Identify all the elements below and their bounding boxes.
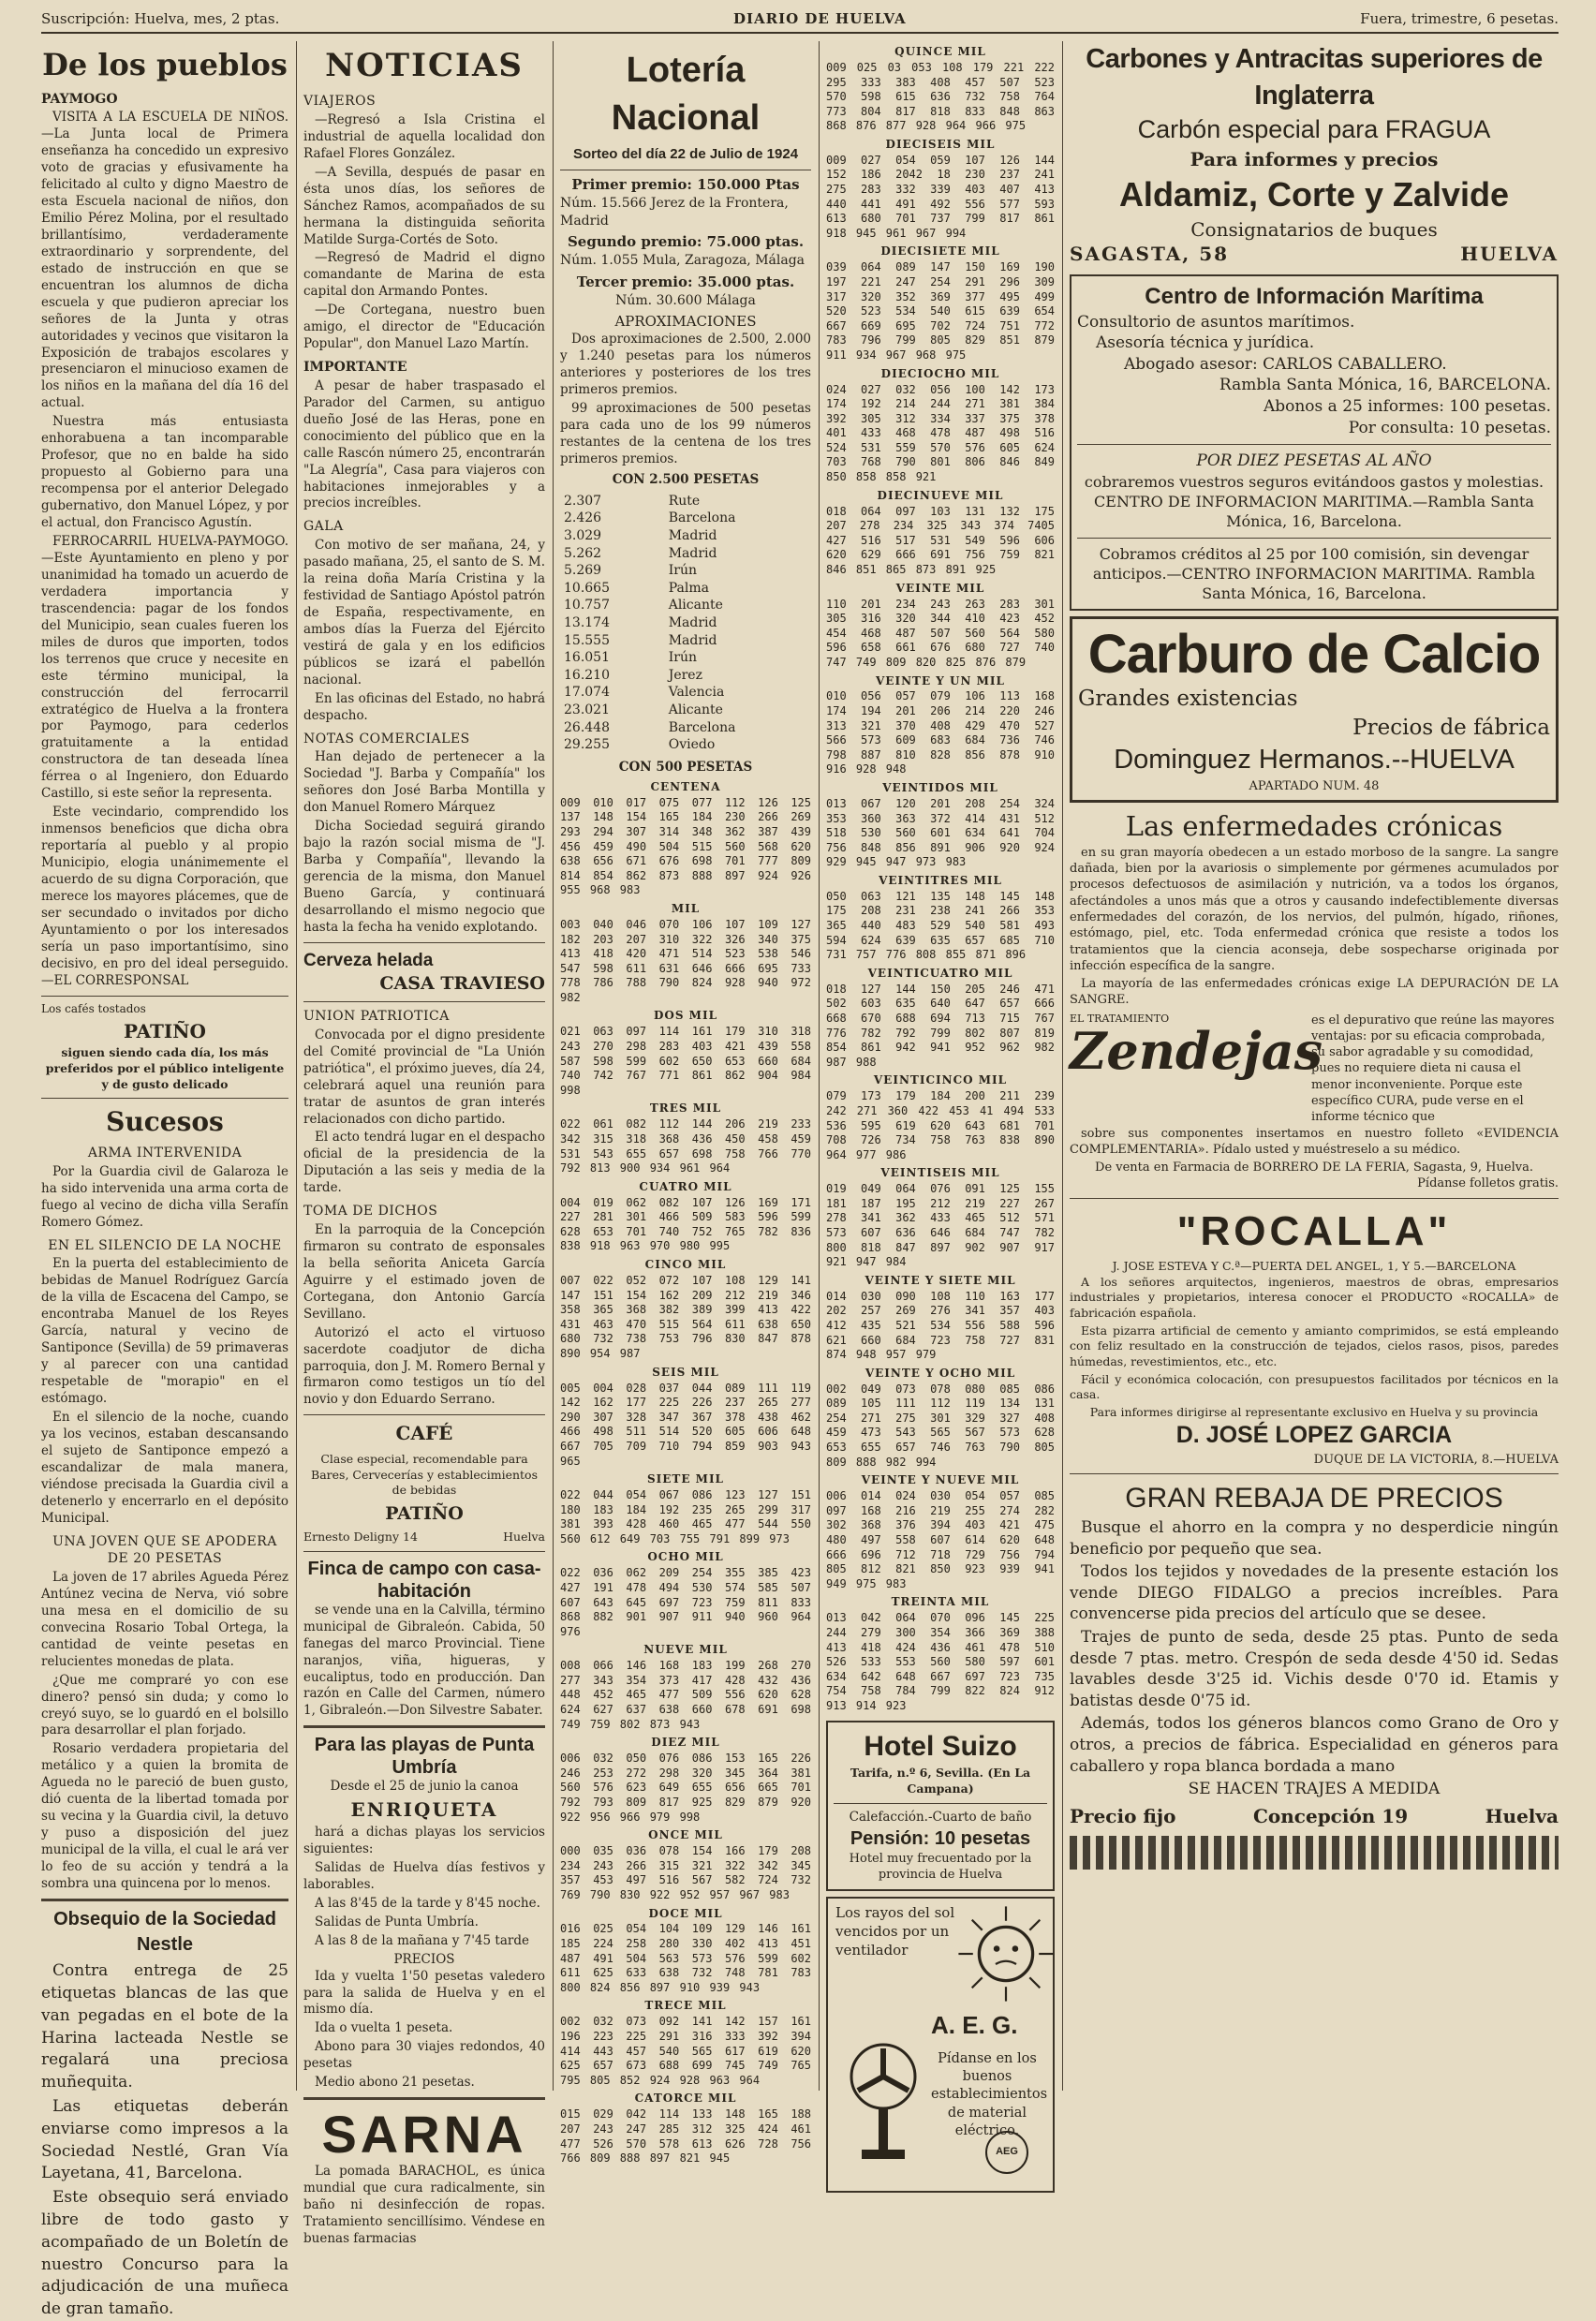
ad-playas-title: Para las playas de Punta Umbría xyxy=(314,1735,535,1779)
article-paragraph: Con motivo de ser mañana, 24, y pasado mañana, 25, el santo de S. M. la reina doña María Cristina y la festividad de Santiago Apóstol patrón de España, respectivamente, en ambos días la Fuerza del Ejército vestirá de gala y en los edificios públicos se izará el pabellón nacional. xyxy=(303,538,545,687)
ad-cafe-street: Ernesto Deligny 14 xyxy=(303,1530,418,1545)
article-paragraph: En la parroquia de la Concepción firmaron su contrato de esponsales la bella señorita Aniceta García Aguirre y el estimado joven de Cortegana, don Antonio García Sevillano. xyxy=(303,1221,545,1322)
ad-aeg-cta: Pídanse en los buenos establecimientos de material eléctrico. xyxy=(931,2050,1048,2138)
prize-place: Jerez xyxy=(668,667,702,683)
prize-number: 26.448 xyxy=(564,719,610,735)
number-group-list: 003 040 046 070 106 107 109 127 182 203 207 310 322 326 340 375 413 418 420 471 514 523 538 546 547 598 611 631 646 666 695 733 778 786 788 790 824 928 940 972 982 xyxy=(560,917,811,1004)
number-group-head: VEINTISEIS MIL xyxy=(880,1166,1000,1180)
approximations-head: APROXIMACIONES xyxy=(614,313,757,331)
ad-carbones-city: HUELVA xyxy=(1460,243,1559,266)
number-group-list: 000 035 036 078 154 166 179 208 234 243 266 315 321 322 342 345 357 453 497 516 567 582 724 732 769 790 830 922 952 957 967 983 xyxy=(560,1844,811,1901)
ad-playas-prices-head: PRECIOS xyxy=(393,1951,455,1967)
number-group-head: SEIS MIL xyxy=(652,1365,719,1379)
masthead xyxy=(41,6,1559,34)
ad-cafe-address xyxy=(303,1530,545,1545)
prize-place: Alicante xyxy=(668,702,723,718)
number-group-list: 013 042 064 070 096 145 225 244 279 300 354 366 369 388 413 418 424 436 461 478 510 526 533 553 560 580 597 601 634 642 648 667 697 723 735 754 758 784 799 822 824 912 913 914 923 xyxy=(826,1611,1055,1712)
number-group-list: 014 030 090 108 110 163 177 202 257 269 276 341 357 403 412 435 521 534 556 588 596 621 660 684 723 758 727 831 874 948 957 979 xyxy=(826,1289,1055,1362)
number-group-list: 019 049 064 076 091 125 155 181 187 195 212 219 227 267 278 341 362 433 465 512 571 573 607 636 646 684 747 782 800 818 847 897 902 907 917 921 947 984 xyxy=(826,1182,1055,1269)
prize-place: Rute xyxy=(668,493,701,509)
ad-nestle-paragraph: Este obsequio será enviado libre de todo gasto y acompañado de un Boletín de nuestro Concurso para la adjudicación de una muñeca de gran tamaño. xyxy=(41,2188,288,2319)
number-group-head: DIECISIETE MIL xyxy=(880,244,1000,259)
number-group-head: ONCE MIL xyxy=(648,1828,723,1842)
number-group-list: 022 061 082 112 144 206 219 233 342 315 318 368 436 450 458 459 531 543 655 657 698 758 766 770 792 813 900 934 961 964 xyxy=(560,1117,811,1175)
ad-finca-text: se vende una en la Calvilla, término municipal de Gibraleón. Cabida, 50 fanegas del marco Provincial. Tiene naranjos, viña, higueras, y eucaliptus, todo en producción. Dan razón en Calle del Carmen, número 1, Gibraleón.—Don Silvestre Sabater. xyxy=(303,1602,545,1719)
ad-rebaja-fixed-price: Precio fijo xyxy=(1070,1804,1176,1827)
prizes-500-groups xyxy=(560,780,811,2166)
column-pueblos xyxy=(41,41,288,2319)
column-loteria xyxy=(560,41,811,2166)
prize-row xyxy=(560,736,811,754)
number-group-head: VEINTIDOS MIL xyxy=(882,781,998,795)
prize-row xyxy=(560,632,811,650)
number-group-list: 009 025 03 053 108 179 221 222 295 333 383 408 457 507 523 570 598 615 636 732 758 764 773 804 817 818 833 848 863 868 876 877 928 964 966 975 xyxy=(826,60,1055,133)
prize-row xyxy=(560,719,811,737)
article-paragraph: —De Cortegana, nuestro buen amigo, el director de "Educación Popular", don Manuel Lazo Martín. xyxy=(303,303,545,352)
ad-rocalla-text: A los señores arquitectos, ingenieros, maestros de obras, empresarios industriales y propietarios, interesa conocer el PRODUCTO «ROCALLA» de fabricación española. xyxy=(1070,1274,1559,1321)
prize-number: 3.029 xyxy=(564,527,602,543)
number-group-head: TRECE MIL xyxy=(644,1999,727,2013)
number-group-head: VEINTE MIL xyxy=(895,581,985,595)
ad-enfermedades-title: Las enfermedades crónicas xyxy=(1125,810,1503,843)
approximations-text: 99 aproximaciones de 500 pesetas para cada uno de los 99 números restantes de la centena de los tres primeros premios. xyxy=(560,401,811,466)
article-paragraph: En las oficinas del Estado, no habrá despacho. xyxy=(303,690,545,723)
number-group-head: VEINTE Y SIETE MIL xyxy=(864,1273,1016,1287)
ad-rebaja-title: GRAN REBAJA DE PRECIOS xyxy=(1125,1483,1503,1515)
approximations-text: Dos aproximaciones de 2.500, 2.000 y 1.240 pesetas para los números anteriores y posteriores de los tres primeros premios. xyxy=(560,332,811,398)
prize-number: 16.210 xyxy=(564,667,610,683)
ad-cim xyxy=(1070,274,1559,612)
ad-playas-text: Salidas de Huelva días festivos y laborables. xyxy=(303,1859,545,1892)
number-group-head: QUINCE MIL xyxy=(894,45,986,58)
ad-zendejas-label: EL TRATAMIENTO xyxy=(1070,1012,1170,1025)
number-group-head: VEINTICINCO MIL xyxy=(873,1073,1008,1087)
ad-rocalla-title: "ROCALLA" xyxy=(1176,1207,1452,1254)
prize-number: 2.426 xyxy=(564,510,602,526)
prize-place: Barcelona xyxy=(668,719,736,735)
article-paragraph: Nuestra más entusiasta enhorabuena a tan incomparable Profesor, que no en balde ha sido propuesto al Gobierno para una recompensa por el anterior Delegado gubernativo, don Manuel López, y por el actual, don Francisco Agustín. xyxy=(41,414,288,531)
ad-cafe-city: Huelva xyxy=(503,1530,545,1545)
ad-enfermedades-text: La mayoría de las enfermedades crónicas exige LA DEPURACIÓN DE LA SANGRE. xyxy=(1070,977,1559,1008)
ad-aeg-text: Los rayos del sol vencidos por un ventilador xyxy=(835,1903,955,1959)
column-loteria-cont xyxy=(826,41,1055,2158)
prize-number: 23.021 xyxy=(564,702,610,718)
column-anuncios xyxy=(1070,41,1559,2091)
ad-cim-line: cobraremos vuestros seguros evitándoos gastos y molestias. CENTRO DE INFORMACION MARITIMA.—Rambla Santa Mónica, 16, Barcelona. xyxy=(1084,472,1544,531)
ad-playas-text: Ida y vuelta 1'50 pesetas valedero para la salida de Huelva y en el mismo día. xyxy=(303,1968,545,2018)
second-prize-number: Núm. 1.055 xyxy=(560,253,639,269)
ad-playas-text: Abono para 30 viajes redondos, 40 pesetas xyxy=(303,2039,545,2072)
number-group-list: 008 066 146 168 183 199 268 270 277 343 354 373 417 428 432 436 448 452 465 477 509 556 620 628 624 627 637 638 660 678 691 698 749 759 802 873 943 xyxy=(560,1659,811,1731)
ad-playas-text: Medio abono 21 pesetas. xyxy=(315,2075,475,2091)
article-paragraph: El acto tendrá lugar en el despacho oficial de la presidencia de la Diputación a las seis y media de la tarde. xyxy=(303,1130,545,1196)
ad-patino-name: PATIÑO xyxy=(124,1019,206,1042)
divider xyxy=(1077,538,1551,539)
ad-carbones-street: SAGASTA, 58 xyxy=(1070,243,1230,266)
prize-row xyxy=(560,684,811,702)
ad-playas-text: hará a dichas playas los servicios siguientes: xyxy=(303,1824,545,1856)
number-group-list: 004 019 062 082 107 126 169 171 227 281 301 466 509 583 596 599 628 653 701 740 752 765 782 836 838 918 963 970 980 995 xyxy=(560,1195,811,1253)
number-group-head: DIECISEIS MIL xyxy=(885,137,996,151)
number-group-head: SIETE MIL xyxy=(646,1472,724,1486)
number-group-head: DOCE MIL xyxy=(648,1906,723,1920)
number-group-list: 039 064 089 147 150 169 190 197 221 247 254 291 296 309 317 320 352 369 377 495 499 520 523 534 540 615 639 654 667 669 695 702 724 751 772 783 796 799 805 829 851 879 911 934 967 968 975 xyxy=(826,260,1055,362)
prize-place: Palma xyxy=(668,580,709,596)
divider xyxy=(834,1803,1047,1804)
news-headline: ARMA INTERVENIDA xyxy=(87,1146,243,1161)
masthead-title: DIARIO DE HUELVA xyxy=(732,10,907,27)
ad-zendejas xyxy=(1070,1013,1559,1126)
section-title-pueblos: De los pueblos xyxy=(42,47,288,82)
ad-rocalla-rep: D. JOSÉ LOPEZ GARCIA xyxy=(1175,1422,1453,1449)
first-prize-row xyxy=(560,195,811,229)
ad-carburo-company: Dominguez Hermanos.--HUELVA xyxy=(1114,745,1515,776)
number-group-head: DIECINUEVE MIL xyxy=(877,488,1004,502)
ad-rebaja-footer xyxy=(1070,1804,1559,1829)
ad-cafe-title: CAFÉ xyxy=(395,1422,453,1445)
prize-row xyxy=(560,614,811,632)
ad-nestle-title: Obsequio de la Sociedad Nestle xyxy=(53,1908,276,1955)
number-group-list: 006 014 024 030 054 057 085 097 168 216 219 255 274 282 302 368 376 394 403 421 475 480 497 558 607 614 620 648 666 696 712 718 729 756 794 805 812 821 850 923 939 941 949 975 983 xyxy=(826,1489,1055,1590)
ad-cim-line: Asesoría técnica y jurídica. xyxy=(1096,333,1315,353)
third-prize-label: Tercer premio: 35.000 ptas. xyxy=(576,273,795,290)
ornamental-border xyxy=(1070,1836,1559,1870)
ad-carburo-line: Grandes existencias xyxy=(1078,687,1298,712)
divider xyxy=(303,1001,545,1002)
number-group-head: CINCO MIL xyxy=(644,1258,727,1272)
article-paragraph: VISITA A LA ESCUELA DE NIÑOS.—La Junta local de Primera enseñanza ha concedido un expresivo voto de gracias y efusivamente ha felicitado al culto y digno Maestro de esta Escuela nacional de niños, don Emilio Pérez Molina, por el resultado brillantísimo, verdaderamente extraordinario y sorprendente, del estado de instrucción en que se encuentran los alumnos de dicha escuela y que pudieron apreciar los señores de la Junta y otras autoridades y vecinos que visitaron la Exposición de trabajos escolares y presenciaron el minucioso examen de los niños en la mañana del día 16 del actual. xyxy=(41,110,288,411)
ad-rebaja-text: SE HACEN TRAJES A MEDIDA xyxy=(1188,1780,1441,1799)
ad-zendejas-text: es el depurativo que reúne las mayores ventajas: por su eficacia comprobada, su sabor agradable y su comodidad, pues no requiere dieta ni causa el menor inconveniente. Porque este específico CURA, pude verse en el informe técnico que xyxy=(1311,1013,1555,1125)
ad-aeg xyxy=(826,1897,1055,2193)
section-title-sucesos: Sucesos xyxy=(106,1106,224,1138)
number-group-list: 110 201 234 243 263 283 301 305 316 320 344 410 423 452 454 468 487 507 560 564 580 596 658 661 676 680 727 740 747 749 809 820 825 876 879 xyxy=(826,597,1055,669)
ad-cim-line: Consultorio de asuntos marítimos. xyxy=(1077,312,1355,332)
ad-cim-line: Por consulta: 10 pesetas. xyxy=(1348,418,1551,437)
number-group-list: 015 029 042 114 133 148 165 188 207 243 247 285 312 325 424 461 477 526 570 578 613 626 728 756 766 809 888 897 821 945 xyxy=(560,2107,811,2166)
divider xyxy=(41,1098,288,1099)
divider xyxy=(1077,444,1551,445)
number-group-head: VEINTE Y NUEVE MIL xyxy=(861,1473,1020,1487)
number-group-list: 005 004 028 037 044 089 111 119 142 162 177 225 226 237 265 277 290 307 328 347 367 378 438 462 466 498 511 514 520 605 606 648 667 705 709 710 794 859 903 943 965 xyxy=(560,1381,811,1468)
prize-place: Madrid xyxy=(668,527,717,543)
ad-patino-intro: Los cafés tostados xyxy=(41,1001,146,1015)
ad-carbones-line: Para informes y precios xyxy=(1190,148,1439,171)
number-group-list: 009 027 054 059 107 126 144 152 186 2042 18 230 237 241 275 283 332 339 403 407 413 440 441 491 492 556 577 593 613 680 701 737 799 817 861 918 945 961 967 994 xyxy=(826,153,1055,240)
number-group-head: CATORCE MIL xyxy=(634,2092,737,2106)
ad-rocalla-rep-address: DUQUE DE LA VICTORIA, 8.—HUELVA xyxy=(1313,1452,1559,1467)
article-paragraph: En la puerta del establecimiento de bebidas de Manuel Rodríguez García de la villa de Escacena del Campo, se encontraba Manuel de los Reyes García, natural y vecino de Santiponce (Sevilla) de 59 primaveras y al parecer con una cantidad respetable de "morapio" en el estómago. xyxy=(41,1256,288,1407)
ad-hotel-title: Hotel Suizo xyxy=(864,1731,1017,1763)
prize-place: Madrid xyxy=(668,632,717,648)
sun-face-icon xyxy=(954,1902,1057,2005)
divider xyxy=(303,942,545,943)
prize-number: 10.757 xyxy=(564,598,610,614)
prize-number: 10.665 xyxy=(564,580,610,596)
first-prize-label: Primer premio: 150.000 Ptas xyxy=(571,176,800,193)
prizes-2500-head: CON 2.500 PESETAS xyxy=(612,471,760,487)
article-paragraph: Convocada por el digno presidente del Comité provincial de "La Unión patriótica", el próximo jueves, día 24, celebrará aquel una reunión para tratar de asuntos de gran interés relacionados con dicho partido. xyxy=(303,1027,545,1127)
number-group-list: 018 064 097 103 131 132 175 207 278 234 325 343 374 7405 427 516 517 531 549 596 606 620 629 666 691 756 759 821 846 851 865 873 891 925 xyxy=(826,504,1055,576)
number-group-list: 013 067 120 201 208 254 324 353 360 363 372 414 431 512 518 530 560 601 634 641 704 756 848 856 891 906 920 924 929 945 947 973 983 xyxy=(826,796,1055,869)
ad-zendejas-logo xyxy=(1070,1012,1323,1126)
third-prize-number: Núm. 30.600 xyxy=(615,292,702,308)
ad-hotel-text: Hotel muy frecuentado por la provincia de Huelva xyxy=(849,1852,1032,1883)
ad-cim-line: Abogado asesor: CARLOS CABALLERO. xyxy=(1124,354,1447,374)
number-group-head: DIEZ MIL xyxy=(651,1736,720,1750)
ad-carbones-line: Carbón especial para FRAGUA xyxy=(1137,115,1491,144)
article-paragraph: Este vecindario, comprendido los inmensos beneficios que dicha obra reportaría al pueblo y al propio Municipio, elogia unánimemente el acuerdo de su digna Corporación, que merece los mayores plácemes, que de ser secundado o invitados por dicho Ayuntamiento o por los interesados sería un paso importantísimo, sino decisivo, en pro del ideal perseguido.—EL CORRESPONSAL xyxy=(41,805,288,988)
ad-cafe-text: Clase especial, recomendable para Bares, Cervecerías y establecimientos de bebidas xyxy=(311,1451,538,1498)
number-group-head: DOS MIL xyxy=(653,1009,718,1023)
ad-playas-subtitle: Desde el 25 de junio la canoa xyxy=(330,1779,519,1795)
prize-number: 15.555 xyxy=(564,632,610,648)
number-group-head: TREINTA MIL xyxy=(891,1595,990,1609)
news-headline: NOTAS COMERCIALES xyxy=(303,731,470,747)
ad-zendejas-text: Pídanse folletos gratis. xyxy=(1417,1176,1559,1191)
ad-zendejas-text: sobre sus componentes insertamos en nuestro folleto «EVIDENCIA COMPLEMENTARIA». Pídalo usted y muéstreselo a su médico. xyxy=(1070,1126,1559,1157)
news-headline: UNA JOVEN QUE SE APODERA DE 20 PESETAS xyxy=(52,1533,277,1567)
news-headline: EN EL SILENCIO DE LA NOCHE xyxy=(48,1237,282,1253)
prizes-500-head: CON 500 PESETAS xyxy=(618,759,753,775)
prize-row xyxy=(560,667,811,685)
prize-number: 17.074 xyxy=(564,685,610,701)
ad-nestle-paragraph: Contra entrega de 25 etiquetas blancas de las que van pegadas en el bote de la Harina lacteada Nestle se regalará una preciosa muñequita. xyxy=(41,1961,288,2092)
number-group-head: CENTENA xyxy=(650,779,721,793)
article-paragraph: Por la Guardia civil de Galaroza le ha sido intervenida una arma corta de fuego al vecino de dicha villa Serafín Romero Gómez. xyxy=(41,1163,288,1230)
ad-rocalla-text: Fácil y económica colocación, con presupuestos facilitados por técnicos en la casa. xyxy=(1070,1371,1559,1402)
news-headline: TOMA DE DICHOS xyxy=(303,1204,438,1220)
prize-row xyxy=(560,580,811,598)
article-paragraph: Han dejado de pertenecer a la Sociedad "J. Barba y Compañía" los señores don José Barba Montilla y don Manuel Romero Márquez xyxy=(303,749,545,815)
article-paragraph: Rosario verdadera propietaria del metálico y a quien la bromita de Agueda no le pareció de buen gusto, dió cuenta de la libertad tomada por su vecina y la Guardia civil, la detuvo y puso a disposición del juez municipal de la villa, el cual le ará ver lo feo de su acción y tendrá a la sombra una quincena por lo menos. xyxy=(41,1741,288,1892)
ad-carbones-address xyxy=(1070,242,1559,267)
ad-zendejas-brand: Zendejas xyxy=(1070,1021,1323,1082)
ad-carburo-line: Precios de fábrica xyxy=(1352,715,1550,740)
ad-cim-line: Cobramos créditos al 25 por 100 comisión, sin devengar anticipos.—CENTRO INFORMACION MARITIMA. Rambla Santa Mónica, 16, Barcelona. xyxy=(1092,544,1536,603)
number-group-list: 022 044 054 067 086 123 127 151 180 183 184 192 235 265 299 317 381 393 428 460 465 477 544 550 560 612 649 703 755 791 899 973 xyxy=(560,1488,811,1545)
prize-number: 2.307 xyxy=(564,493,602,509)
dateline: PAYMOGO xyxy=(41,91,118,107)
divider xyxy=(303,1551,545,1552)
number-group-list: 022 036 062 209 254 355 385 423 427 191 478 494 530 574 585 507 607 643 645 697 723 759 811 833 868 882 901 907 911 940 960 964 976 xyxy=(560,1566,811,1638)
article-paragraph: —A Sevilla, después de pasar en ésta unos días, los señores de Sánchez Ramos, acompañados de su hermana la distinguida señorita Matilde Surga-Cortés de Soto. xyxy=(303,164,545,247)
divider xyxy=(303,1414,545,1415)
ad-patino-text: siguen siendo cada día, los más preferidos por el público inteligente y de gusto delicado xyxy=(45,1045,285,1091)
fan-icon xyxy=(841,2039,925,2170)
lottery-draw-date: Sorteo del día 22 de Julio de 1924 xyxy=(572,146,799,163)
number-group-head: VEINTE Y OCHO MIL xyxy=(864,1366,1016,1380)
number-group-list: 006 032 050 076 086 153 165 226 246 253 272 298 320 345 364 381 560 576 623 649 655 656 665 701 792 793 809 817 925 829 879 920 922 956 966 979 998 xyxy=(560,1752,811,1824)
divider xyxy=(41,996,288,997)
prize-row xyxy=(560,702,811,719)
number-group-head: VEINTICUATRO MIL xyxy=(867,966,1013,980)
prize-row xyxy=(560,649,811,667)
prize-number: 13.174 xyxy=(564,615,610,631)
ad-aeg-brand: A. E. G. xyxy=(931,2010,1018,2039)
article-paragraph: En el silencio de la noche, cuando ya los vecinos, estaban descansando el sujeto de Santiponce empezó a escandalizar de mala manera, viéndose precisada la Guardia civil a detenerlo y encerrarlo en el depósito Municipal. xyxy=(41,1409,288,1526)
ad-carbones-title: Carbones y Antracitas superiores de Inglaterra xyxy=(1086,44,1543,111)
number-group-head: CUATRO MIL xyxy=(639,1179,732,1193)
ad-rocalla-text: Esta pizarra artificial de cemento y amianto comprimidos, se está empleando con feliz resultado en la construcción de tejados, cielos rasos, pisos, paredes húmedas, revestimientos, etc., etc. xyxy=(1070,1323,1559,1368)
ad-cim-line: Rambla Santa Mónica, 16, BARCELONA. xyxy=(1219,376,1551,395)
ad-playas-text: A las 8 de la mañana y 7'45 tarde xyxy=(315,1932,529,1948)
article-paragraph: La joven de 17 abriles Agueda Pérez Antúnez vecina de Nerva, vió sobre una mesa en el domicilio de su convecina Rosario Tobal Ortega, la cantidad de veinte pesetas en relucientes monedas de plata. xyxy=(41,1569,288,1669)
column-rule xyxy=(1062,41,1063,2091)
section-title-noticias: NOTICIAS xyxy=(325,47,524,84)
article-paragraph: —Regresó de Madrid el digno comandante de Marina de esta capital don Armando Pontes. xyxy=(303,250,545,300)
number-group-list: 021 063 097 114 161 179 310 318 243 270 298 283 403 421 439 558 587 598 599 602 650 653 660 684 740 742 767 771 861 862 904 984 998 xyxy=(560,1025,811,1097)
article-paragraph: FERROCARRIL HUELVA-PAYMOGO.—Este Ayuntamiento en pleno y por unanimidad ha tomado un acuerdo de verdadera importancia y trascendencia: pagar de los fondos del Municipio, sean cuales fueren los miles de duros que importen, todos los terrenos que cruce y necesite en este término municipal, la construcción del ferrocarril extratégico de Huelva a la frontera por Paymogo, para cederlos gratuitamente a la entidad constructora de tan deseada línea férrea o al Ingeniero, don Eduardo Castillo, si este señor la representa. xyxy=(41,533,288,802)
ad-carburo-title: Carburo de Calcio xyxy=(1087,624,1541,686)
second-prize-place: Mula, Zaragoza, Málaga xyxy=(642,253,805,269)
ad-finca-title: Finca de campo con casa-habitación xyxy=(307,1558,541,1602)
article-paragraph: Autorizó el acto el virtuoso sacerdote coadjutor de dicha parroquia, don J. M. Romero Bernal y firmaron como testigos un tío del novio y don Eduardo Serrano. xyxy=(303,1324,545,1408)
ad-cafe-brand: PATIÑO xyxy=(385,1502,464,1524)
ad-playas-text: Salidas de Punta Umbría. xyxy=(315,1914,479,1929)
news-headline: GALA xyxy=(303,519,344,535)
news-headline: UNION PATRIOTICA xyxy=(303,1009,450,1025)
column-rule xyxy=(553,41,554,2091)
number-group-list: 002 032 073 092 141 142 157 161 196 223 225 291 316 333 392 394 414 443 457 540 565 617 619 620 625 657 673 688 699 745 749 765 795 805 852 924 928 963 964 xyxy=(560,2015,811,2087)
ad-playas-boat: ENRIQUETA xyxy=(350,1798,498,1822)
second-prize-label: Segundo premio: 75.000 ptas. xyxy=(567,233,805,251)
divider xyxy=(303,1725,545,1728)
ad-enfermedades-text: en su gran mayoría obedecen a un estado morboso de la sangre. La sangre dañada, bien por la avariosis o simplemente por gérmenes acumulados por procesos defectuosos de asimilación y nutrición, va a todos los órganos, afectándoles a unos más que a otros y causando indefectiblemente diversas enfermedades del corazón, de los nervios, del pulmón, hígado, riñones, estómago, piel, etc. Toda enfermedad crónica que resiste a todos los tratamientos que la ciencia aconseja, debe sospecharse originada por infección específica de la sangre. xyxy=(1070,845,1559,973)
news-headline: VIAJEROS xyxy=(303,94,377,110)
number-group-list: 024 027 032 056 100 142 173 174 192 214 244 271 381 384 392 305 312 334 337 375 378 401 433 468 478 487 498 516 524 531 559 570 576 605 624 703 768 790 801 806 846 849 850 858 858 921 xyxy=(826,382,1055,484)
number-group-head: VEINTE Y UN MIL xyxy=(876,673,1005,687)
number-group-list: 007 022 052 072 107 108 129 141 147 151 154 162 209 212 219 346 358 365 368 382 389 399 413 422 431 463 470 515 564 611 638 650 680 732 738 753 796 830 847 878 890 954 987 xyxy=(560,1274,811,1360)
first-prize-place: Jerez de la Frontera, Madrid xyxy=(560,195,789,229)
prize-row xyxy=(560,527,811,545)
divider xyxy=(303,2097,545,2100)
article-paragraph: A pesar de haber traspasado el Parador del Carmen, su antiguo dueño José de las Heras, pone en conocimiento del público que en la calle Rascón número 25, encontrarán "La Alegría", Casa para viajeros con habitaciones inmejorables y a precios increíbles. xyxy=(303,377,545,511)
prize-place: Barcelona xyxy=(668,510,736,526)
ad-cerveza-house: CASA TRAVIESO xyxy=(379,972,545,994)
prize-place: Valencia xyxy=(668,685,725,701)
prizes-2500-table xyxy=(560,493,811,754)
divider xyxy=(1070,1473,1559,1474)
ad-nestle-paragraph: Las etiquetas deberán enviarse como impresos a la Sociedad Nestlé, Gran Vía Layetana, 41, Barcelona. xyxy=(41,2096,288,2183)
masthead-subscription-local: Suscripción: Huelva, mes, 2 ptas. xyxy=(41,10,280,27)
ad-carbones-line: Consignatarios de buques xyxy=(1190,217,1438,241)
first-prize-number: Núm. 15.566 xyxy=(560,195,647,211)
prize-row xyxy=(560,562,811,580)
ad-rebaja-text: Trajes de punto de seda, desde 25 ptas. Punto de seda desde 7 ptas. metro. Crespón de seda desde 4'50 id. Sedas lavables desde 3'25 id. Vichis desde 0'70 id. Etamis y batistas desde 0'75 id. xyxy=(1070,1627,1559,1710)
number-group-list: 010 056 057 079 106 113 168 174 194 201 206 214 220 246 313 321 370 408 429 470 527 566 573 609 683 684 736 746 798 887 810 828 856 878 910 916 928 948 xyxy=(826,689,1055,776)
column-noticias xyxy=(303,41,545,2246)
number-group-head: MIL xyxy=(671,901,701,915)
ad-rebaja-text: Además, todos los géneros blancos como Grano de Oro y otros, a precios de fábrica. Especialidad en géneros para caballero y ropa blanca bordada a mano xyxy=(1070,1714,1559,1776)
prize-row xyxy=(560,597,811,614)
divider xyxy=(41,1899,288,1901)
ad-cim-line: Abonos a 25 informes: 100 pesetas. xyxy=(1263,397,1551,417)
prize-number: 29.255 xyxy=(564,737,610,753)
divider xyxy=(1070,1198,1559,1199)
ad-playas-text: Ida o vuelta 1 peseta. xyxy=(315,2020,453,2036)
ad-rebaja-city: Huelva xyxy=(1485,1804,1559,1827)
number-group-head: VEINTITRES MIL xyxy=(879,873,1002,887)
number-group-head: TRES MIL xyxy=(649,1101,722,1116)
number-group-list: 050 063 121 135 148 145 148 175 208 231 238 241 266 353 365 440 483 529 540 581 493 594 624 639 635 657 685 710 731 757 776 808 855 871 896 xyxy=(826,889,1055,962)
prizes-500-groups-cont xyxy=(826,45,1055,1713)
number-group-list: 002 049 073 078 080 085 086 089 105 111 112 119 134 131 254 271 275 301 329 327 408 459 473 543 565 567 573 628 653 655 657 746 763 790 805 809 888 982 994 xyxy=(826,1382,1055,1469)
ad-rocalla-company: J. JOSE ESTEVA Y C.ª—PUERTA DEL ANGEL, 1, Y 5.—BARCELONA xyxy=(1112,1259,1516,1274)
ad-cerveza-line: Cerveza helada xyxy=(303,950,434,970)
prize-place: Oviedo xyxy=(668,737,716,753)
column-rule xyxy=(819,41,820,2091)
column-rule xyxy=(296,41,297,2091)
number-group-head: OCHO MIL xyxy=(647,1550,724,1564)
ad-carburo-po-box: APARTADO NUM. 48 xyxy=(1249,778,1380,793)
number-group-list: 018 127 144 150 205 246 471 502 603 635 640 647 657 666 668 670 688 694 713 715 767 776 782 792 799 802 807 819 854 861 942 941 952 962 982 987 988 xyxy=(826,982,1055,1069)
prize-place: Irún xyxy=(668,563,697,579)
prize-place: Alicante xyxy=(668,598,723,614)
ad-rebaja-street: Concepción 19 xyxy=(1253,1804,1409,1827)
ad-carbones-company: Aldamiz, Corte y Zalvide xyxy=(1118,174,1510,214)
ad-hotel-suizo xyxy=(826,1721,1055,1890)
prize-row xyxy=(560,510,811,527)
aeg-logo-icon: AEG xyxy=(985,2131,1028,2174)
ad-cim-line: POR DIEZ PESETAS AL AÑO xyxy=(1196,451,1432,471)
ad-rebaja-text: Todos los tejidos y novedades de la presente estación los vende DIEGO FIDALGO a precios increíbles. Para convencerse pida precios del artículo que se desee. xyxy=(1070,1562,1559,1624)
third-prize-row xyxy=(560,292,811,310)
number-group-list: 009 010 017 075 077 112 126 125 137 148 154 165 184 230 266 269 293 294 307 314 348 362 387 439 456 459 490 504 515 560 568 620 638 656 671 676 698 701 777 809 814 854 862 873 888 897 924 926 955 968 983 xyxy=(560,795,811,897)
prize-number: 16.051 xyxy=(564,650,610,666)
third-prize-place: Málaga xyxy=(706,292,756,308)
prize-row xyxy=(560,493,811,510)
article-paragraph: ¿Que me compraré yo con ese dinero? pensó sin duda; y como lo creyó suyo, se lo guardó en el bolsillo para desarrollar el plan forjado. xyxy=(41,1672,288,1738)
masthead-subscription-outside: Fuera, trimestre, 6 pesetas. xyxy=(1360,10,1559,27)
article-paragraph: —Regresó a Isla Cristina el industrial de aquella localidad don Rafael Flores González. xyxy=(303,111,545,161)
prize-number: 5.269 xyxy=(564,563,602,579)
ad-rebaja-text: Busque el ahorro en la compra y no desperdicie ningún beneficio por pequeño que sea. xyxy=(1070,1517,1559,1559)
ad-carburo xyxy=(1070,616,1559,803)
article-paragraph: Dicha Sociedad seguirá girando bajo la razón social misma de "J. Barba y Compañía", llevando la gerencia de la misma, don Manuel Bueno García, y continuará desarrollando el mismo negocio que hasta la fecha ha venido explotando. xyxy=(303,818,545,935)
ad-rocalla-text: Para informes dirigirse al representante exclusivo en Huelva y su provincia xyxy=(1089,1404,1539,1419)
ad-zendejas-text: De venta en Farmacia de BORRERO DE LA FERIA, Sagasta, 9, Huelva. xyxy=(1095,1160,1533,1175)
ad-cim-title: Centro de Información Marítima xyxy=(1145,283,1484,309)
ad-hotel-amenities: Calefacción.-Cuarto de baño xyxy=(849,1809,1032,1825)
ad-hotel-price: Pensión: 10 pesetas xyxy=(850,1827,1031,1849)
number-group-list: 079 173 179 184 200 211 239 242 271 360 422 453 41 494 533 536 595 619 620 643 681 701 708 726 734 758 763 838 890 964 977 986 xyxy=(826,1089,1055,1161)
ad-sarna-title: SARNA xyxy=(321,2105,527,2165)
ad-playas-text: A las 8'45 de la tarde y 8'45 noche. xyxy=(315,1895,540,1911)
ad-sarna-text: La pomada BARACHOL, es única mundial que cura radicalmente, sin baño ni desinfección de ropas. Tratamiento sencillísimo. Véndese en buenas farmacias xyxy=(303,2163,545,2246)
prize-place: Madrid xyxy=(668,545,717,561)
prize-number: 5.262 xyxy=(564,545,602,561)
prize-row xyxy=(560,545,811,563)
number-group-list: 016 025 054 104 109 129 146 161 185 224 258 280 330 402 413 451 487 491 504 563 573 576 599 602 611 625 633 638 732 748 781 783 800 824 856 897 910 939 943 xyxy=(560,1922,811,1994)
lottery-title: Lotería Nacional xyxy=(611,51,761,138)
number-group-head: DIECIOCHO MIL xyxy=(880,366,1000,380)
number-group-head: NUEVE MIL xyxy=(643,1643,728,1657)
second-prize-row xyxy=(560,252,811,270)
news-headline: IMPORTANTE xyxy=(303,360,407,376)
prize-place: Irún xyxy=(668,650,697,666)
ad-hotel-address: Tarifa, n.º 6, Sevilla. (En La Campana) xyxy=(850,1766,1031,1796)
prize-place: Madrid xyxy=(668,615,717,631)
